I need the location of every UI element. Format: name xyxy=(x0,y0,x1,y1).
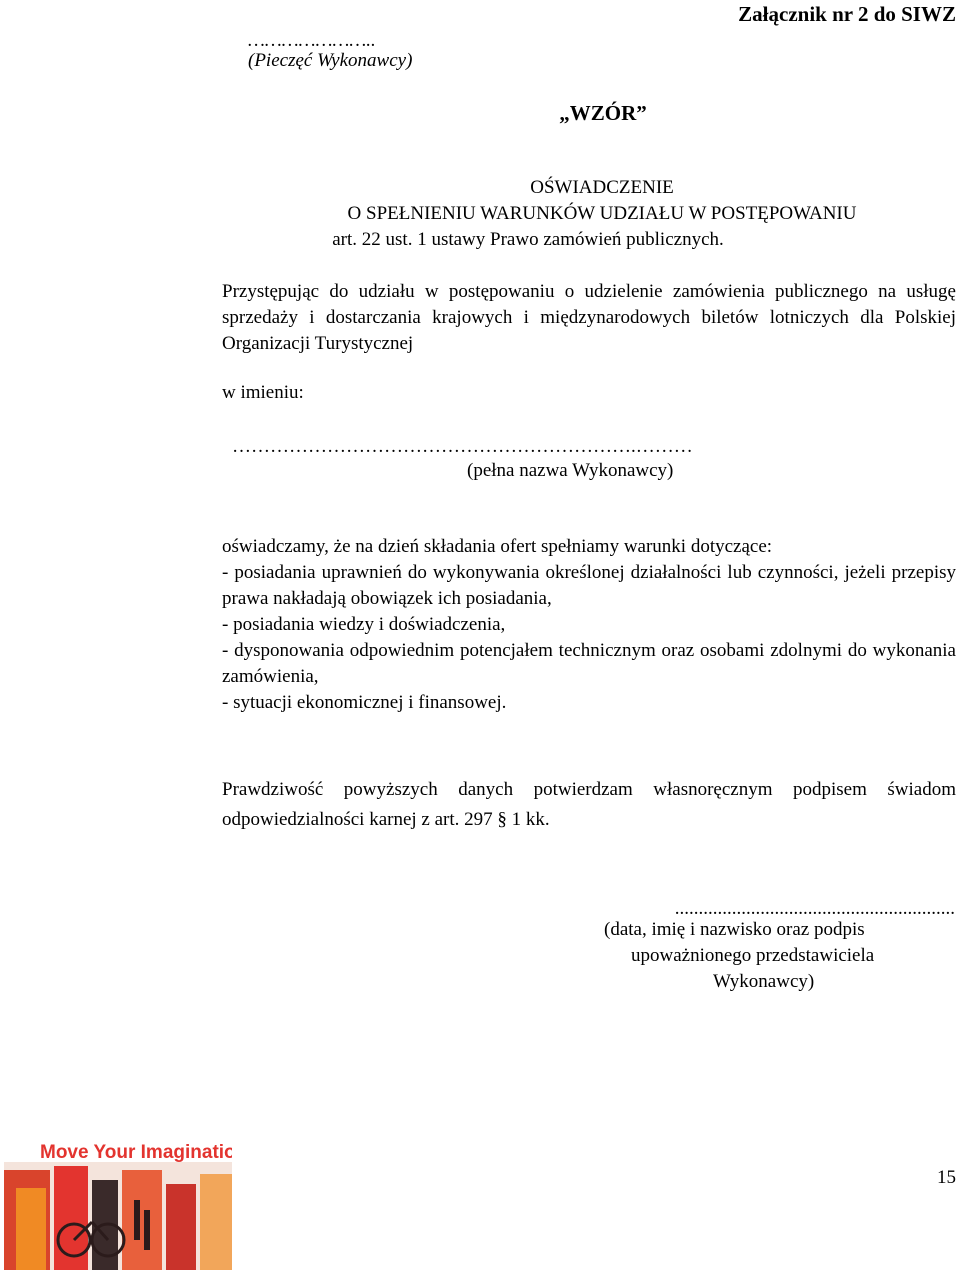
annex-label: Załącznik nr 2 do SIWZ xyxy=(738,2,956,26)
declaration-item: - posiadania wiedzy i doświadczenia, xyxy=(222,614,506,635)
signature-caption-line-2: upoważnionego przedstawiciela xyxy=(631,945,875,966)
declaration-block xyxy=(222,534,956,716)
title-line-2: O SPEŁNIENIU WARUNKÓW UDZIAŁU W POSTĘPOWANIU xyxy=(347,203,857,224)
declaration-item: - sytuacji ekonomicznej i finansowej. xyxy=(222,692,507,713)
intro-paragraph: Przystępując do udziału w postępowaniu o udzielenie zamówienia publicznego na usługę sprzedaży i dostarczania krajowych i międzynarodowych biletów lotniczych dla Polskiej Organizacji Turystycznej xyxy=(222,281,956,354)
template-mark: „WZÓR” xyxy=(559,101,647,125)
signature-caption-line-1: (data, imię i nazwisko oraz podpis xyxy=(604,919,865,940)
brand-logo xyxy=(4,1140,232,1270)
declaration-item: - posiadania uprawnień do wykonywania określonej działalności lub czynności, jeżeli przepisy prawa nakładają obowiązek ich posiadania, xyxy=(222,562,956,609)
contractor-name-label: (pełna nazwa Wykonawcy) xyxy=(467,460,674,481)
title-line-3: art. 22 ust. 1 ustawy Prawo zamówień publicznych. xyxy=(332,229,724,250)
declaration-item: - dysponowania odpowiednim potencjałem technicznym oraz osobami zdolnymi do wykonania zamówienia, xyxy=(222,640,956,687)
logo-text: Move Your Imagination xyxy=(40,1142,232,1163)
truth-statement: Prawdziwość powyższych danych potwierdzam własnoręcznym podpisem świadom odpowiedzialności karnej z art. 297 § 1 kk. xyxy=(222,779,956,830)
on-behalf-label: w imieniu: xyxy=(222,382,304,403)
contractor-name-dots: ……………………………………………………….……… xyxy=(232,436,693,457)
brand-logo-graphic xyxy=(4,1140,232,1270)
page-number: 15 xyxy=(937,1167,956,1188)
signature-caption-line-3: Wykonawcy) xyxy=(713,971,815,992)
declaration-lead: oświadczamy, że na dzień składania ofert spełniamy warunki dotyczące: xyxy=(222,536,773,557)
signature-dots: ........................................................... xyxy=(674,898,955,919)
title-line-1: OŚWIADCZENIE xyxy=(530,177,674,198)
stamp-placeholder-dots: ………………….. xyxy=(248,30,376,51)
stamp-label: (Pieczęć Wykonawcy) xyxy=(248,50,413,71)
